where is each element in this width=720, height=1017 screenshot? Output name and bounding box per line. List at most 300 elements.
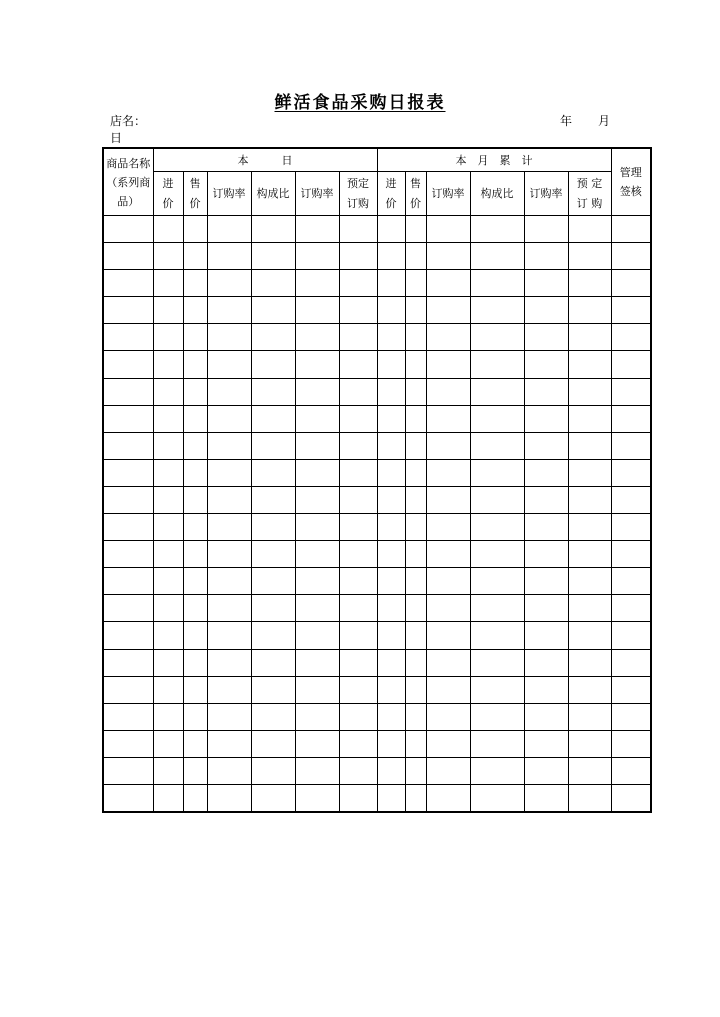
table-cell[interactable] (295, 216, 339, 243)
table-cell[interactable] (339, 703, 377, 730)
table-cell[interactable] (339, 676, 377, 703)
table-cell[interactable] (183, 757, 207, 784)
table-cell[interactable] (183, 351, 207, 378)
table-cell[interactable] (207, 784, 251, 812)
table-cell[interactable] (103, 514, 153, 541)
table-cell[interactable] (568, 351, 611, 378)
table-cell[interactable] (153, 459, 183, 486)
table-cell[interactable] (405, 270, 426, 297)
table-cell[interactable] (405, 297, 426, 324)
table-cell[interactable] (295, 459, 339, 486)
table-cell[interactable] (251, 432, 295, 459)
table-cell[interactable] (339, 351, 377, 378)
table-cell[interactable] (405, 486, 426, 513)
table-cell[interactable] (251, 405, 295, 432)
table-cell[interactable] (183, 568, 207, 595)
table-cell[interactable] (377, 649, 405, 676)
table-cell[interactable] (568, 595, 611, 622)
table-cell[interactable] (103, 297, 153, 324)
table-cell[interactable] (153, 351, 183, 378)
table-cell[interactable] (426, 459, 470, 486)
table-cell[interactable] (295, 676, 339, 703)
table-cell[interactable] (426, 676, 470, 703)
table-cell[interactable] (524, 297, 568, 324)
table-cell[interactable] (295, 568, 339, 595)
table-cell[interactable] (377, 270, 405, 297)
table-cell[interactable] (295, 514, 339, 541)
table-cell[interactable] (470, 649, 524, 676)
table-cell[interactable] (339, 730, 377, 757)
table-cell[interactable] (405, 649, 426, 676)
table-cell[interactable] (405, 243, 426, 270)
table-cell[interactable] (295, 703, 339, 730)
table-cell[interactable] (295, 432, 339, 459)
table-cell[interactable] (251, 622, 295, 649)
table-cell[interactable] (426, 514, 470, 541)
table-cell[interactable] (153, 243, 183, 270)
table-cell[interactable] (611, 378, 651, 405)
table-cell[interactable] (426, 324, 470, 351)
table-cell[interactable] (611, 297, 651, 324)
table-cell[interactable] (377, 459, 405, 486)
table-cell[interactable] (207, 541, 251, 568)
table-cell[interactable] (377, 595, 405, 622)
table-cell[interactable] (251, 243, 295, 270)
table-cell[interactable] (405, 216, 426, 243)
table-cell[interactable] (568, 432, 611, 459)
table-cell[interactable] (153, 568, 183, 595)
table-cell[interactable] (426, 757, 470, 784)
table-cell[interactable] (470, 243, 524, 270)
table-cell[interactable] (183, 270, 207, 297)
table-cell[interactable] (568, 622, 611, 649)
table-cell[interactable] (524, 459, 568, 486)
table-cell[interactable] (568, 459, 611, 486)
table-cell[interactable] (103, 405, 153, 432)
table-cell[interactable] (568, 784, 611, 812)
table-cell[interactable] (524, 784, 568, 812)
table-cell[interactable] (339, 595, 377, 622)
table-cell[interactable] (295, 351, 339, 378)
table-cell[interactable] (339, 459, 377, 486)
table-cell[interactable] (183, 216, 207, 243)
table-cell[interactable] (611, 649, 651, 676)
table-cell[interactable] (377, 243, 405, 270)
table-cell[interactable] (405, 703, 426, 730)
table-cell[interactable] (470, 514, 524, 541)
table-cell[interactable] (426, 622, 470, 649)
table-cell[interactable] (153, 784, 183, 812)
table-cell[interactable] (183, 541, 207, 568)
table-cell[interactable] (251, 297, 295, 324)
table-cell[interactable] (153, 649, 183, 676)
table-cell[interactable] (103, 486, 153, 513)
table-cell[interactable] (103, 568, 153, 595)
table-cell[interactable] (103, 243, 153, 270)
table-cell[interactable] (568, 514, 611, 541)
table-cell[interactable] (377, 784, 405, 812)
table-cell[interactable] (183, 622, 207, 649)
table-cell[interactable] (251, 514, 295, 541)
table-cell[interactable] (251, 270, 295, 297)
table-cell[interactable] (405, 595, 426, 622)
table-cell[interactable] (611, 676, 651, 703)
table-cell[interactable] (103, 270, 153, 297)
table-cell[interactable] (153, 730, 183, 757)
table-cell[interactable] (405, 351, 426, 378)
table-cell[interactable] (377, 324, 405, 351)
table-cell[interactable] (611, 622, 651, 649)
table-cell[interactable] (611, 270, 651, 297)
table-cell[interactable] (426, 432, 470, 459)
table-cell[interactable] (153, 514, 183, 541)
table-cell[interactable] (339, 216, 377, 243)
table-cell[interactable] (295, 649, 339, 676)
table-cell[interactable] (183, 405, 207, 432)
table-cell[interactable] (339, 432, 377, 459)
table-cell[interactable] (295, 595, 339, 622)
table-cell[interactable] (568, 324, 611, 351)
table-cell[interactable] (524, 432, 568, 459)
table-cell[interactable] (103, 595, 153, 622)
table-cell[interactable] (183, 378, 207, 405)
table-cell[interactable] (611, 757, 651, 784)
table-cell[interactable] (207, 432, 251, 459)
table-cell[interactable] (470, 622, 524, 649)
table-cell[interactable] (377, 730, 405, 757)
table-cell[interactable] (295, 297, 339, 324)
table-cell[interactable] (611, 243, 651, 270)
table-cell[interactable] (295, 270, 339, 297)
table-cell[interactable] (568, 730, 611, 757)
table-cell[interactable] (207, 216, 251, 243)
table-cell[interactable] (405, 541, 426, 568)
table-cell[interactable] (207, 351, 251, 378)
table-cell[interactable] (153, 757, 183, 784)
table-cell[interactable] (426, 649, 470, 676)
table-cell[interactable] (339, 297, 377, 324)
table-cell[interactable] (568, 297, 611, 324)
table-cell[interactable] (568, 243, 611, 270)
table-cell[interactable] (377, 405, 405, 432)
table-cell[interactable] (611, 351, 651, 378)
table-cell[interactable] (524, 703, 568, 730)
table-cell[interactable] (183, 703, 207, 730)
table-cell[interactable] (611, 541, 651, 568)
table-cell[interactable] (426, 784, 470, 812)
table-cell[interactable] (103, 757, 153, 784)
table-cell[interactable] (568, 703, 611, 730)
table-cell[interactable] (405, 730, 426, 757)
table-cell[interactable] (207, 595, 251, 622)
table-cell[interactable] (207, 676, 251, 703)
table-cell[interactable] (470, 595, 524, 622)
table-cell[interactable] (405, 514, 426, 541)
table-cell[interactable] (524, 757, 568, 784)
table-cell[interactable] (524, 676, 568, 703)
table-cell[interactable] (426, 486, 470, 513)
table-cell[interactable] (295, 541, 339, 568)
table-cell[interactable] (470, 270, 524, 297)
table-cell[interactable] (611, 784, 651, 812)
table-cell[interactable] (611, 568, 651, 595)
table-cell[interactable] (470, 703, 524, 730)
table-cell[interactable] (470, 541, 524, 568)
table-cell[interactable] (377, 676, 405, 703)
table-cell[interactable] (405, 459, 426, 486)
table-cell[interactable] (207, 324, 251, 351)
table-cell[interactable] (251, 649, 295, 676)
table-cell[interactable] (103, 351, 153, 378)
table-cell[interactable] (295, 757, 339, 784)
table-cell[interactable] (207, 622, 251, 649)
table-cell[interactable] (470, 784, 524, 812)
table-cell[interactable] (103, 649, 153, 676)
table-cell[interactable] (295, 243, 339, 270)
table-cell[interactable] (524, 405, 568, 432)
table-cell[interactable] (103, 459, 153, 486)
table-cell[interactable] (568, 378, 611, 405)
table-cell[interactable] (339, 270, 377, 297)
table-cell[interactable] (426, 405, 470, 432)
table-cell[interactable] (207, 405, 251, 432)
table-cell[interactable] (183, 459, 207, 486)
table-cell[interactable] (405, 676, 426, 703)
table-cell[interactable] (103, 730, 153, 757)
table-cell[interactable] (611, 514, 651, 541)
table-cell[interactable] (377, 351, 405, 378)
table-cell[interactable] (251, 703, 295, 730)
table-cell[interactable] (251, 757, 295, 784)
table-cell[interactable] (339, 622, 377, 649)
table-cell[interactable] (207, 459, 251, 486)
table-cell[interactable] (153, 676, 183, 703)
table-cell[interactable] (103, 432, 153, 459)
table-cell[interactable] (377, 432, 405, 459)
table-cell[interactable] (470, 378, 524, 405)
table-cell[interactable] (377, 514, 405, 541)
table-cell[interactable] (568, 270, 611, 297)
table-cell[interactable] (568, 216, 611, 243)
table-cell[interactable] (103, 216, 153, 243)
table-cell[interactable] (103, 676, 153, 703)
table-cell[interactable] (405, 757, 426, 784)
table-cell[interactable] (103, 324, 153, 351)
table-cell[interactable] (251, 676, 295, 703)
table-cell[interactable] (339, 784, 377, 812)
table-cell[interactable] (183, 514, 207, 541)
table-cell[interactable] (470, 459, 524, 486)
table-cell[interactable] (426, 730, 470, 757)
table-cell[interactable] (183, 486, 207, 513)
table-cell[interactable] (405, 622, 426, 649)
table-cell[interactable] (470, 486, 524, 513)
table-cell[interactable] (153, 324, 183, 351)
table-cell[interactable] (103, 378, 153, 405)
table-cell[interactable] (153, 622, 183, 649)
table-cell[interactable] (339, 568, 377, 595)
table-cell[interactable] (426, 541, 470, 568)
table-cell[interactable] (611, 730, 651, 757)
table-cell[interactable] (251, 324, 295, 351)
table-cell[interactable] (295, 622, 339, 649)
table-cell[interactable] (207, 486, 251, 513)
table-cell[interactable] (470, 351, 524, 378)
table-cell[interactable] (103, 784, 153, 812)
table-cell[interactable] (183, 676, 207, 703)
table-cell[interactable] (470, 405, 524, 432)
table-cell[interactable] (524, 541, 568, 568)
table-cell[interactable] (103, 541, 153, 568)
table-cell[interactable] (426, 270, 470, 297)
table-cell[interactable] (524, 378, 568, 405)
table-cell[interactable] (568, 405, 611, 432)
table-cell[interactable] (611, 486, 651, 513)
table-cell[interactable] (251, 378, 295, 405)
table-cell[interactable] (339, 405, 377, 432)
table-cell[interactable] (377, 297, 405, 324)
table-cell[interactable] (377, 568, 405, 595)
table-cell[interactable] (153, 405, 183, 432)
table-cell[interactable] (207, 243, 251, 270)
table-cell[interactable] (339, 757, 377, 784)
table-cell[interactable] (251, 216, 295, 243)
table-cell[interactable] (426, 595, 470, 622)
table-cell[interactable] (426, 703, 470, 730)
table-cell[interactable] (251, 568, 295, 595)
table-cell[interactable] (103, 622, 153, 649)
table-cell[interactable] (153, 270, 183, 297)
table-cell[interactable] (295, 784, 339, 812)
table-cell[interactable] (183, 324, 207, 351)
table-cell[interactable] (611, 703, 651, 730)
table-cell[interactable] (207, 270, 251, 297)
table-cell[interactable] (611, 595, 651, 622)
table-cell[interactable] (524, 568, 568, 595)
table-cell[interactable] (295, 324, 339, 351)
table-cell[interactable] (295, 486, 339, 513)
table-cell[interactable] (568, 757, 611, 784)
table-cell[interactable] (524, 216, 568, 243)
table-cell[interactable] (524, 622, 568, 649)
table-cell[interactable] (153, 541, 183, 568)
table-cell[interactable] (153, 432, 183, 459)
table-cell[interactable] (524, 351, 568, 378)
table-cell[interactable] (153, 378, 183, 405)
table-cell[interactable] (426, 378, 470, 405)
table-cell[interactable] (611, 432, 651, 459)
table-cell[interactable] (251, 541, 295, 568)
table-cell[interactable] (524, 730, 568, 757)
table-cell[interactable] (153, 216, 183, 243)
table-cell[interactable] (470, 730, 524, 757)
table-cell[interactable] (153, 703, 183, 730)
table-cell[interactable] (295, 405, 339, 432)
table-cell[interactable] (426, 216, 470, 243)
table-cell[interactable] (207, 568, 251, 595)
table-cell[interactable] (377, 216, 405, 243)
table-cell[interactable] (153, 297, 183, 324)
table-cell[interactable] (568, 649, 611, 676)
table-cell[interactable] (524, 649, 568, 676)
table-cell[interactable] (339, 649, 377, 676)
table-cell[interactable] (207, 649, 251, 676)
table-cell[interactable] (251, 459, 295, 486)
table-cell[interactable] (611, 324, 651, 351)
table-cell[interactable] (470, 297, 524, 324)
table-cell[interactable] (470, 324, 524, 351)
table-cell[interactable] (524, 486, 568, 513)
table-cell[interactable] (524, 595, 568, 622)
table-cell[interactable] (339, 486, 377, 513)
table-cell[interactable] (470, 676, 524, 703)
table-cell[interactable] (470, 432, 524, 459)
table-cell[interactable] (524, 514, 568, 541)
table-cell[interactable] (377, 622, 405, 649)
table-cell[interactable] (339, 324, 377, 351)
table-cell[interactable] (183, 730, 207, 757)
table-cell[interactable] (405, 432, 426, 459)
table-cell[interactable] (207, 514, 251, 541)
table-cell[interactable] (568, 541, 611, 568)
table-cell[interactable] (183, 432, 207, 459)
table-cell[interactable] (153, 486, 183, 513)
table-cell[interactable] (207, 757, 251, 784)
table-cell[interactable] (183, 595, 207, 622)
table-cell[interactable] (183, 243, 207, 270)
table-cell[interactable] (405, 784, 426, 812)
table-cell[interactable] (426, 568, 470, 595)
table-cell[interactable] (568, 486, 611, 513)
table-cell[interactable] (251, 595, 295, 622)
table-cell[interactable] (103, 703, 153, 730)
table-cell[interactable] (251, 730, 295, 757)
table-cell[interactable] (377, 486, 405, 513)
table-cell[interactable] (426, 297, 470, 324)
table-cell[interactable] (426, 351, 470, 378)
table-cell[interactable] (470, 757, 524, 784)
table-cell[interactable] (405, 378, 426, 405)
table-cell[interactable] (568, 568, 611, 595)
table-cell[interactable] (524, 270, 568, 297)
table-cell[interactable] (251, 486, 295, 513)
table-cell[interactable] (183, 297, 207, 324)
table-cell[interactable] (470, 216, 524, 243)
table-cell[interactable] (153, 595, 183, 622)
table-cell[interactable] (207, 730, 251, 757)
table-cell[interactable] (295, 378, 339, 405)
table-cell[interactable] (339, 514, 377, 541)
table-cell[interactable] (377, 757, 405, 784)
table-cell[interactable] (183, 649, 207, 676)
table-cell[interactable] (405, 324, 426, 351)
table-cell[interactable] (207, 703, 251, 730)
table-cell[interactable] (405, 568, 426, 595)
table-cell[interactable] (568, 676, 611, 703)
table-cell[interactable] (339, 541, 377, 568)
table-cell[interactable] (183, 784, 207, 812)
table-cell[interactable] (207, 378, 251, 405)
table-cell[interactable] (524, 243, 568, 270)
table-cell[interactable] (426, 243, 470, 270)
table-cell[interactable] (405, 405, 426, 432)
table-cell[interactable] (611, 216, 651, 243)
table-cell[interactable] (524, 324, 568, 351)
table-cell[interactable] (339, 243, 377, 270)
table-cell[interactable] (339, 378, 377, 405)
table-cell[interactable] (207, 297, 251, 324)
table-cell[interactable] (251, 351, 295, 378)
